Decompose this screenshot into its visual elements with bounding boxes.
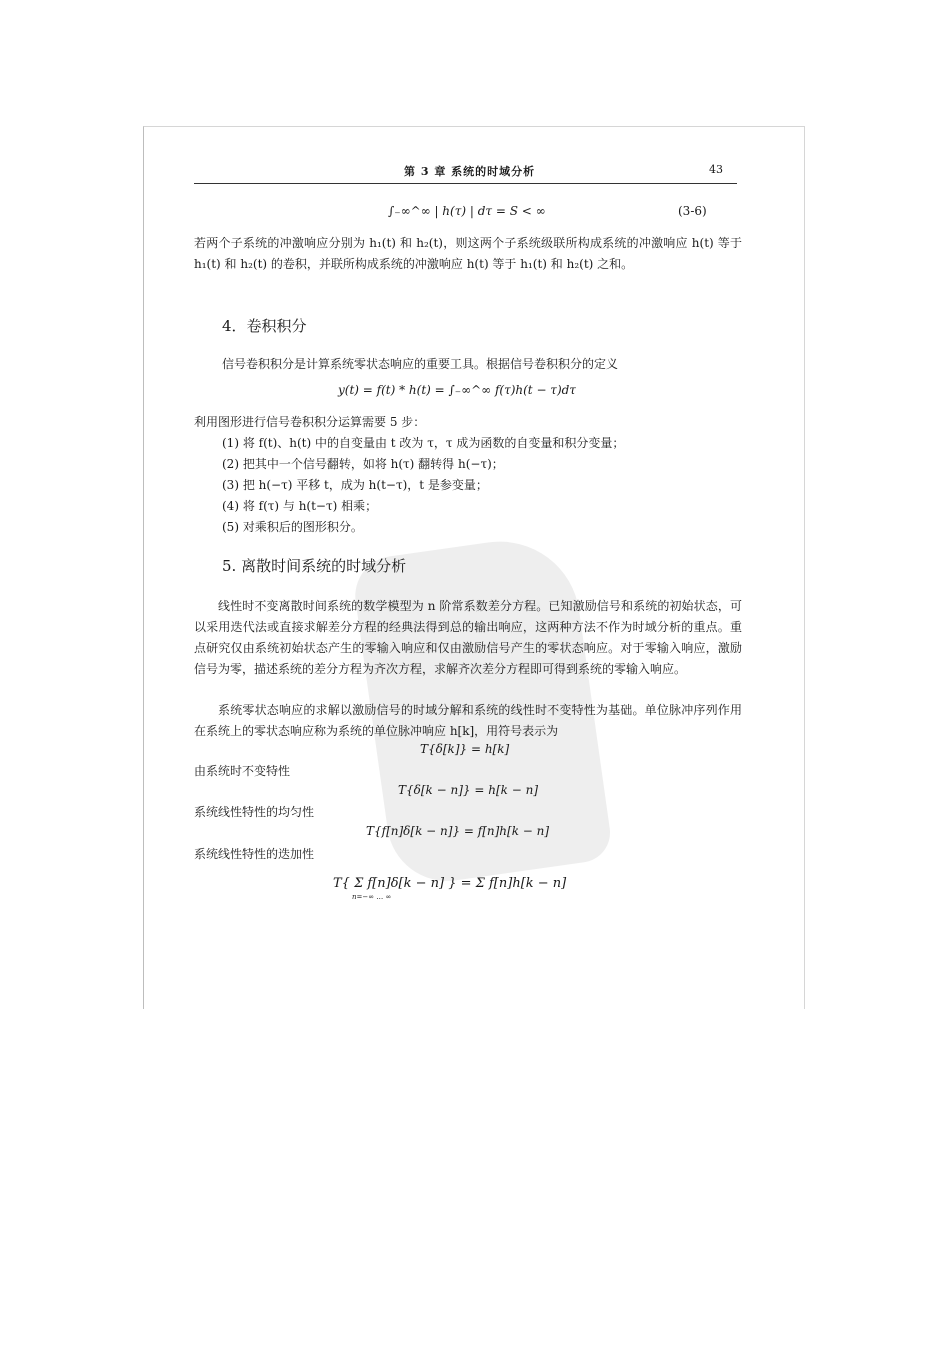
- label-homogeneity: 系统线性特性的均匀性: [194, 805, 315, 819]
- label-superposition: 系统线性特性的迭加性: [194, 847, 315, 861]
- step-item: (3) 把 h(−τ) 平移 t，成为 h(t−τ)，t 是参变量；: [222, 478, 488, 492]
- equation-superposition: T{ Σ f[n]δ[k − n] } = Σ f[n]h[k − n]: [333, 876, 567, 891]
- paragraph-convolution-intro: 信号卷积积分是计算系统零状态响应的重要工具。根据信号卷积积分的定义: [222, 357, 619, 371]
- equation-unit-pulse: T{δ[k]} = h[k]: [420, 742, 510, 756]
- label-time-invariance: 由系统时不变特性: [194, 764, 291, 778]
- summation-limits: n=−∞ … ∞: [352, 893, 392, 901]
- convolution-equation: y(t) = f(t) * h(t) = ∫₋∞^∞ f(τ)h(t − τ)dτ: [338, 383, 576, 397]
- section-5-heading: 5. 离散时间系统的时域分析: [222, 557, 407, 575]
- step-item: (5) 对乘积后的图形积分。: [222, 520, 363, 534]
- equation-number: (3-6): [678, 204, 707, 218]
- section-4-heading: 4．卷积积分: [222, 317, 307, 335]
- step-item: (4) 将 f(τ) 与 h(t−τ) 相乘；: [222, 499, 378, 513]
- chapter-title: 第 3 章 系统的时域分析: [404, 165, 536, 178]
- step-item: (2) 把其中一个信号翻转，如将 h(τ) 翻转得 h(−τ)；: [222, 457, 504, 471]
- paragraph-steps-intro: 利用图形进行信号卷积积分运算需要 5 步：: [194, 415, 426, 429]
- equation-time-invariance: T{δ[k − n]} = h[k − n]: [398, 783, 539, 797]
- paragraph-discrete-system: 线性时不变离散时间系统的数学模型为 n 阶常系数差分方程。已知激励信号和系统的初始状态，可以采用迭代法或直接求解差分方程的经典法得到总的输出响应，这两种方法不作为时域分析的重点。重点研究仅由系统初始状态产生的零输入响应和仅由激励信号产生的零状态响应。对于零输入响应，激励信号为零，描述系统的差分方程为齐次方程，求解齐次差分方程即可得到系统的零输入响应。: [194, 599, 742, 676]
- page-number: 43: [709, 163, 723, 176]
- paragraph-impulse-response: 若两个子系统的冲激响应分别为 h₁(t) 和 h₂(t)，则这两个子系统级联所构成系统的冲激响应 h(t) 等于 h₁(t) 和 h₂(t) 的卷积，并联所构成系统的冲激响应 h(t) 等于 h₁(t) 和 h₂(t) 之和。: [194, 236, 742, 271]
- paragraph-zero-state: 系统零状态响应的求解以激励信号的时域分解和系统的线性时不变特性为基础。单位脉冲序列作用在系统上的零状态响应称为系统的单位脉冲响应 h[k]，用符号表示为: [194, 703, 742, 738]
- running-header: [194, 161, 737, 184]
- equation-homogeneity: T{f[n]δ[k − n]} = f[n]h[k − n]: [366, 824, 550, 838]
- step-item: (1) 将 f(t)、h(t) 中的自变量由 t 改为 τ，τ 成为函数的自变量和积分变量；: [222, 436, 625, 450]
- equation-3-6: ∫₋∞^∞ | h(τ) | dτ = S < ∞: [388, 204, 546, 218]
